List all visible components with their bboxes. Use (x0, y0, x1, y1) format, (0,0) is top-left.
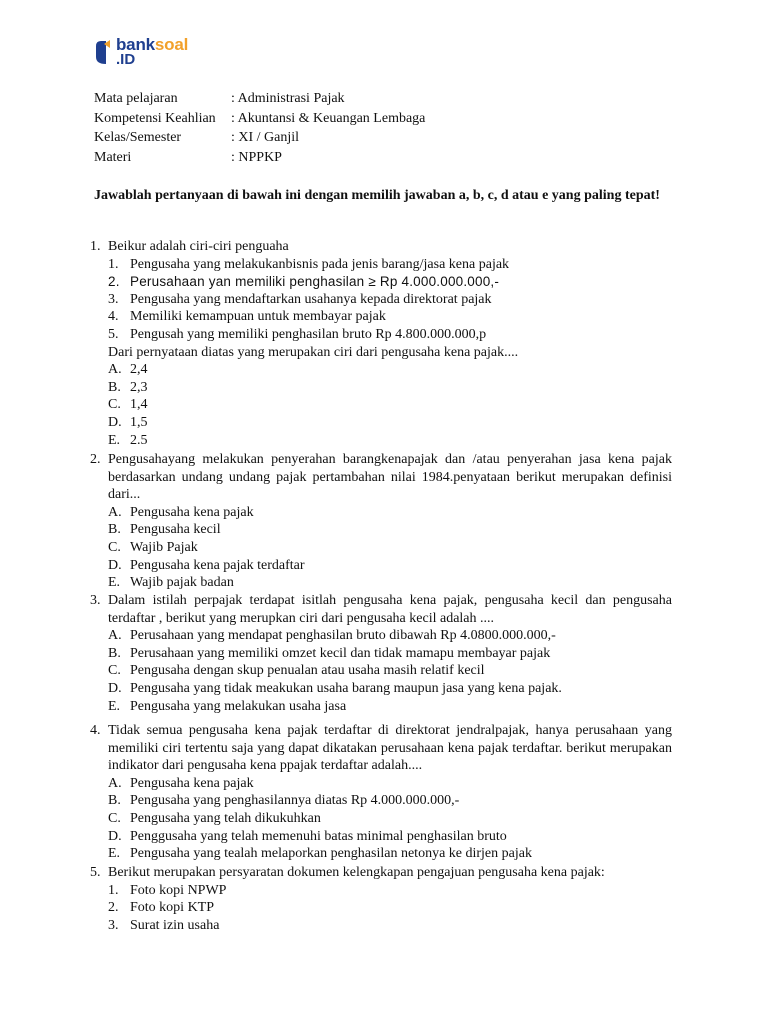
question-5 (90, 864, 672, 934)
question-stem: Dari pernyataan diatas yang merupakan ciri dari pengusaha kena pajak.... (108, 344, 519, 360)
question-number: 1. (90, 239, 101, 254)
option-e[interactable]: E. Pengusaha yang melakukan usaha jasa (108, 698, 347, 714)
option-c[interactable]: C. Pengusaha yang telah dikukuhkan (108, 810, 321, 826)
answer-options (108, 627, 672, 715)
option-a[interactable]: A. Pengusaha kena pajak (108, 504, 254, 520)
question-text: Pengusahayang melakukan penyerahan barangkenapajak dan /atau penyerahan jasa kena pajak berdasarkan undang undang pajak pertambahan nilai 1984.penyataan berikut merupakan definisi dari... (108, 452, 672, 503)
question-text: Tidak semua pengusaha kena pajak terdaftar di direktorat jendralpajak, hanya perusahaan yang memiliki ciri tertentu saja yang dapat dikatakan perusahaan kena pajak terdaftar. berikut merupakan indikator dari pengusaha kena ppajak terdaftar adalah.... (108, 723, 672, 774)
statement-item: 1. Foto kopi NPWP (108, 882, 227, 898)
option-b[interactable]: B. Pengusaha kecil (108, 522, 221, 538)
question-text: Berikut merupakan persyaratan dokumen kelengkapan pengajuan pengusaha kena pajak: (108, 865, 605, 880)
meta-key: Materi (94, 149, 132, 165)
statement-item: 2. Perusahaan yan memiliki penghasilan ≥ Rp 4.000.000.000,- (108, 274, 500, 290)
option-d[interactable]: D. Pengusaha yang tidak meakukan usaha barang maupun jasa yang kena pajak. (108, 680, 562, 696)
question-3 (90, 592, 672, 715)
option-a[interactable]: A. Perusahaan yang mendapat penghasilan bruto dibawah Rp 4.0800.000.000,- (108, 628, 556, 644)
option-d[interactable]: D. 1,5 (108, 414, 148, 430)
question-number: 5. (90, 865, 101, 880)
option-d[interactable]: D. Penggusaha yang telah memenuhi batas minimal penghasilan bruto (108, 828, 507, 844)
option-b[interactable]: B. 2,3 (108, 379, 148, 395)
option-c[interactable]: C. Wajib Pajak (108, 539, 198, 555)
question-text: Beikur adalah ciri-ciri penguaha (108, 239, 289, 254)
option-e[interactable]: E. 2.5 (108, 432, 148, 448)
option-c[interactable]: C. 1,4 (108, 397, 148, 413)
question-number: 3. (90, 593, 101, 608)
meta-value: : NPPKP (231, 149, 282, 165)
option-a[interactable]: A. Pengusaha kena pajak (108, 775, 254, 791)
statement-list (108, 882, 672, 935)
logo-mark-icon (94, 38, 112, 68)
logo-wordmark (116, 36, 188, 67)
statement-item: 5. Pengusah yang memiliki penghasilan bruto Rp 4.800.000.000,p (108, 326, 487, 342)
question-1 (90, 238, 672, 449)
statement-item: 2. Foto kopi KTP (108, 900, 215, 916)
meta-value: : Administrasi Pajak (231, 91, 345, 106)
answer-options (108, 504, 672, 592)
meta-key: Kelas/Semester (94, 130, 182, 145)
question-4 (90, 722, 672, 863)
question-text: Dalam istilah perpajak terdapat isitlah pengusaha kena pajak, pengusaha kecil dan pengusaha terdaftar , berikut yang merupkan ciri dari pengusaha kecil adalah .... (108, 593, 672, 626)
question-2 (90, 451, 672, 592)
option-a[interactable]: A. 2,4 (108, 362, 148, 378)
logo-suffix: .ID (116, 51, 136, 68)
logo-name-part1: bank (116, 35, 155, 54)
meta-key: Kompetensi Keahlian (94, 110, 216, 126)
statement-item: 1. Pengusaha yang melakukanbisnis pada jenis barang/jasa kena pajak (108, 256, 510, 272)
option-b[interactable]: B. Perusahaan yang memiliki omzet kecil dan tidak mamapu membayar pajak (108, 645, 551, 661)
option-e[interactable]: E. Wajib pajak badan (108, 575, 234, 591)
meta-value: : Akuntansi & Keuangan Lembaga (231, 110, 426, 126)
logo-name-part2: soal (154, 35, 189, 54)
question-number: 2. (90, 452, 101, 467)
option-d[interactable]: D. Pengusaha kena pajak terdaftar (108, 557, 305, 573)
option-e[interactable]: E. Pengusaha yang tealah melaporkan penghasilan netonya ke dirjen pajak (108, 846, 532, 862)
meta-value: : XI / Ganjil (231, 130, 300, 145)
statement-list (108, 256, 672, 344)
answer-options (108, 361, 672, 449)
statement-item: 3. Pengusaha yang mendaftarkan usahanya kepada direktorat pajak (108, 291, 492, 307)
option-c[interactable]: C. Pengusaha dengan skup penualan atau usaha masih relatif kecil (108, 663, 485, 679)
meta-key: Mata pelajaran (94, 91, 178, 106)
answer-options (108, 775, 672, 863)
question-number: 4. (90, 723, 101, 738)
instruction-text: Jawablah pertanyaan di bawah ini dengan memilih jawaban a, b, c, d atau e yang paling tepat! (94, 188, 660, 203)
statement-item: 3. Surat izin usaha (108, 917, 220, 933)
statement-item: 4. Memiliki kemampuan untuk membayar pajak (108, 309, 386, 325)
option-b[interactable]: B. Pengusaha yang penghasilannya diatas Rp 4.000.000.000,- (108, 793, 460, 809)
